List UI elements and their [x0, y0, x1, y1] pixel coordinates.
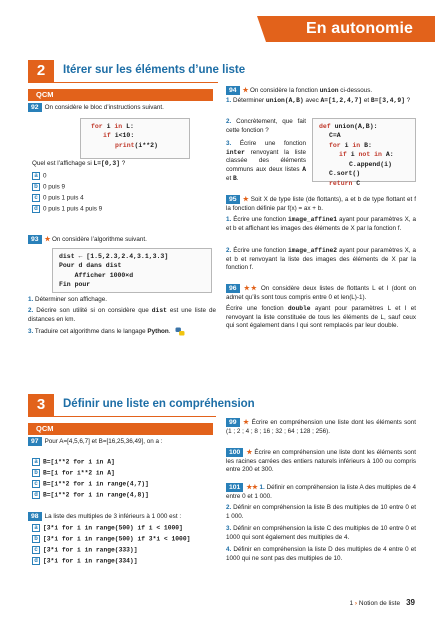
exercise-92 — [28, 103, 218, 113]
option-text: B=[i**2 for i in A] — [43, 458, 115, 466]
difficulty-stars-icon: ★★ — [242, 285, 258, 292]
option-letter: a — [32, 172, 40, 180]
list-b-name: B — [233, 174, 237, 182]
question-number: 4. — [226, 546, 232, 553]
question-text: Concrètement, que fait cette fonction ? — [226, 118, 306, 134]
question-number: 1. — [259, 484, 265, 491]
question-number: 3. — [226, 140, 232, 147]
option-letter: b — [32, 535, 40, 543]
exercise-94-q2 — [226, 118, 306, 135]
option-text: [3*i for i in range(500) if i < 1000] — [43, 524, 183, 532]
task-text: Écrire une fonction — [226, 305, 288, 312]
option-letter: b — [32, 469, 40, 477]
code-line: print(i**2) — [115, 141, 158, 149]
option-text: [3*i for i in range(334)] — [43, 557, 138, 565]
question-code: image_affine2 — [287, 247, 338, 254]
question-text: Définir en compréhension la liste B des multiples de 10 entre 0 et 1 000. — [226, 504, 416, 520]
question-code: inter — [226, 148, 245, 156]
exercise-95-number: 95 — [226, 195, 240, 204]
code-line: C=A — [329, 132, 341, 140]
section-3-title: Définir une liste en compréhension — [63, 398, 255, 410]
code-line: Fin pour — [59, 281, 91, 289]
exercise-93-q2 — [28, 307, 216, 324]
question-number: 2. — [226, 247, 232, 254]
exercise-100 — [226, 448, 416, 475]
exercise-93-q1 — [28, 296, 216, 305]
question-code: B=[3,4,9] — [370, 97, 405, 104]
option-letter: c — [32, 194, 40, 202]
option-text: 0 — [43, 172, 47, 180]
exercise-101 — [226, 483, 416, 501]
code-line: def union(A,B): — [319, 123, 378, 130]
exercise-97-intro: Pour A=[4,5,6,7] et B=[16,25,36,49], on a : — [44, 438, 163, 445]
question-number: 2. — [226, 118, 232, 125]
exercise-101-number: 101 — [226, 483, 243, 492]
exercise-95 — [226, 195, 416, 213]
exercise-94-code — [312, 118, 416, 187]
exercise-98-number: 98 — [28, 512, 42, 521]
exercise-93-q3 — [28, 327, 216, 337]
code-line: return C — [329, 179, 361, 187]
exercise-95-q1 — [226, 216, 416, 233]
code-line: C.append(i) — [349, 160, 392, 168]
exercise-92-options — [32, 172, 212, 222]
exercise-101-q3 — [226, 525, 416, 542]
option-text: B=[i**2 for i in range(4,7)] — [43, 480, 149, 488]
exercise-93-code — [52, 248, 212, 293]
question-text: Définir en compréhension la liste A des multiples de 4 entre 0 et 1 000. — [226, 484, 417, 500]
exercise-97 — [28, 437, 218, 447]
option-c[interactable] — [32, 546, 137, 555]
exercise-101-q4 — [226, 546, 416, 563]
question-number: 2. — [28, 307, 34, 314]
section-3-rule — [28, 416, 216, 417]
banner-title: En autonomie — [306, 20, 413, 37]
exercise-96-text1: On considère deux listes de flottants L et I (dont on admet qu’ils sont tous compris entre 0 et len(L)-1). — [226, 285, 417, 301]
code-line: Pour d dans dist — [59, 262, 122, 270]
code-line: Afficher 1000×d — [59, 271, 134, 279]
exercise-98-options — [32, 524, 217, 572]
python-logo-icon — [174, 327, 186, 336]
question-number: 1. — [28, 296, 34, 303]
question-text: Définir en compréhension la liste D des multiples de 4 entre 0 et 1000 qui ne sont pas des multiples de 10. — [226, 546, 416, 562]
question-end: ? — [119, 160, 126, 167]
page-footer — [349, 597, 415, 609]
question-text-end: est une liste de distances en km. — [28, 307, 216, 323]
question-text: Écrire une fonction — [233, 216, 288, 223]
list-a-name: A — [302, 166, 306, 174]
exercise-93 — [28, 235, 218, 245]
section-2-rule — [28, 82, 218, 83]
option-text: 0 puis 1 puis 4 puis 9 — [43, 205, 103, 213]
question-code: A=[1,2,4,7] — [320, 97, 363, 104]
question-text: et — [226, 174, 234, 182]
question-text: Décrire son utilité si on considère que — [36, 307, 152, 314]
option-text: 0 puis 1 puis 4 — [43, 194, 84, 202]
exercise-94-q3 — [226, 140, 306, 183]
exercise-99-number: 99 — [226, 418, 240, 427]
option-text: 0 puis 9 — [43, 183, 66, 191]
question-text: avec — [303, 97, 321, 104]
option-letter: d — [32, 205, 40, 213]
question-number: 2. — [226, 504, 232, 511]
option-letter: a — [32, 458, 40, 466]
option-letter: d — [32, 557, 40, 565]
page-banner — [0, 0, 435, 46]
difficulty-star-icon: ★ — [44, 236, 51, 243]
exercise-96 — [226, 284, 416, 302]
chapter-number: 1 — [349, 600, 354, 608]
question-text: Traduire cet algorithme dans le langage — [34, 328, 148, 336]
question-text: et — [362, 97, 371, 104]
question-text: Déterminer — [233, 97, 266, 104]
exercise-97-options — [32, 458, 217, 506]
question-code: dist — [151, 307, 167, 314]
question-text: Écrire une fonction — [239, 140, 306, 147]
section-2-number: 2 — [28, 60, 54, 82]
option-d[interactable] — [32, 491, 149, 500]
option-text: B=[i for i**2 in A] — [43, 469, 115, 477]
option-d[interactable] — [32, 205, 102, 214]
option-letter: a — [32, 524, 40, 532]
question-text-end: ayant pour paramètres X, a et b et renvoyant la liste des images des éléments de X par la fonction f. — [226, 247, 416, 272]
question-end: . — [168, 328, 171, 336]
question-bold: Python — [147, 328, 169, 336]
code-line: dist ← [1.5,2.3,2.4,3.1,3.3] — [59, 253, 169, 260]
code-line: for i in B: — [329, 141, 372, 149]
question-code: union(A,B) — [265, 97, 304, 104]
option-d[interactable] — [32, 557, 137, 566]
exercise-100-text: Écrire en compréhension une liste dont les éléments sont les racines carrées des entiers naturels inférieurs à 100 ou compris entre 200 et 300. — [226, 449, 416, 474]
exercise-92-number: 92 — [28, 103, 42, 112]
section-2-title: Itérer sur les éléments d’une liste — [63, 64, 246, 76]
difficulty-star-icon: ★ — [246, 449, 253, 456]
exercise-96-number: 96 — [226, 284, 240, 293]
qcm-bar-1: QCM — [28, 89, 213, 101]
option-text: [3*i for i in range(500) if 3*i < 1000] — [43, 535, 191, 543]
exercise-93-intro: On considère l’algorithme suivant. — [51, 236, 147, 243]
exercise-92-question — [32, 160, 212, 169]
exercise-99 — [226, 418, 416, 436]
intro-code: union — [319, 87, 339, 94]
question-code: image_affine1 — [287, 216, 338, 223]
difficulty-star-icon: ★ — [242, 196, 249, 203]
difficulty-star-icon: ★ — [242, 87, 249, 94]
intro-text: On considère la fonction — [249, 87, 320, 94]
option-text: [3*i for i in range(333)] — [43, 546, 138, 554]
option-c[interactable] — [32, 194, 84, 203]
exercise-92-code — [80, 118, 190, 159]
option-letter: c — [32, 546, 40, 554]
question-text: Écrire une fonction — [233, 247, 288, 254]
question-text: Déterminer son affichage. — [35, 296, 108, 303]
chapter-name: Notion de liste — [358, 600, 401, 608]
exercise-98-intro: La liste des multiples de 3 inférieurs à 1 000 est : — [44, 513, 182, 520]
qcm-bar-2: QCM — [28, 423, 213, 435]
exercise-93-number: 93 — [28, 235, 42, 244]
option-c[interactable] — [32, 480, 149, 489]
exercise-98 — [28, 512, 218, 522]
exercise-95-q2 — [226, 247, 416, 273]
question-code: L=[0,3] — [93, 160, 120, 167]
option-letter: b — [32, 183, 40, 191]
exercise-97-number: 97 — [28, 437, 42, 446]
option-a[interactable] — [32, 524, 183, 533]
question-number: 1. — [226, 97, 232, 104]
option-a[interactable] — [32, 172, 47, 181]
question-text: renvoyant la liste classée des éléments communs aux deux listes — [226, 148, 306, 174]
option-letter: c — [32, 480, 40, 488]
code-line: for i in L: — [91, 123, 134, 130]
option-letter: d — [32, 491, 40, 499]
question-end: ? — [404, 97, 411, 104]
exercise-92-intro: On considère le bloc d’instructions suivant. — [44, 104, 164, 111]
exercise-99-text: Écrire en compréhension une liste dont les éléments sont (1 ; 2 ; 4 ; 8 ; 16 ; 32 ; 64 ; 128 ; 256). — [226, 419, 416, 435]
intro-end: ci-dessous. — [338, 87, 373, 94]
exercise-96-task — [226, 305, 416, 331]
exercise-95-intro: Soit X de type liste (de flottants), a et b de type flottant et f la fonction définie par f(x) = ax + b. — [226, 196, 416, 212]
chevron-right-icon: › — [354, 600, 358, 608]
option-b[interactable] — [32, 535, 190, 544]
difficulty-stars-icon: ★★ — [246, 484, 258, 491]
question-text: Quel est l’affichage si — [32, 160, 94, 167]
task-code: double — [287, 305, 311, 312]
option-b[interactable] — [32, 183, 65, 192]
task-text-end: ayant pour paramètres L et I et renvoyant la liste constituée de tous les éléments de L, sauf ceux qui sont également dans I qui sont remplacés par leur double. — [226, 305, 416, 330]
code-line: C.sort() — [329, 170, 361, 178]
question-number: 3. — [28, 328, 34, 336]
difficulty-star-icon: ★ — [242, 419, 250, 426]
option-text: B=[i**2 for i in range(4,8)] — [43, 491, 149, 499]
exercise-101-q2 — [226, 504, 416, 521]
section-3-number: 3 — [28, 394, 54, 416]
option-b[interactable] — [32, 469, 115, 478]
exercise-94-number: 94 — [226, 86, 240, 95]
exercise-94 — [226, 86, 416, 96]
exercise-100-number: 100 — [226, 448, 243, 457]
exercise-94-q1 — [226, 97, 416, 106]
question-text: Définir en compréhension la liste C des multiples de 10 entre 0 et 1000 qui sont également des multiples de 4. — [226, 525, 416, 541]
option-a[interactable] — [32, 458, 115, 467]
code-line: if i<10: — [103, 132, 135, 140]
question-text-end: ayant pour paramètres X, a et b et affichant les images des éléments de X par la fonction f. — [226, 216, 416, 232]
code-line: if i not in A: — [339, 151, 394, 159]
question-end: . — [236, 174, 239, 182]
page-number: 39 — [406, 598, 415, 608]
question-number: 3. — [226, 525, 232, 532]
question-number: 1. — [226, 216, 232, 223]
